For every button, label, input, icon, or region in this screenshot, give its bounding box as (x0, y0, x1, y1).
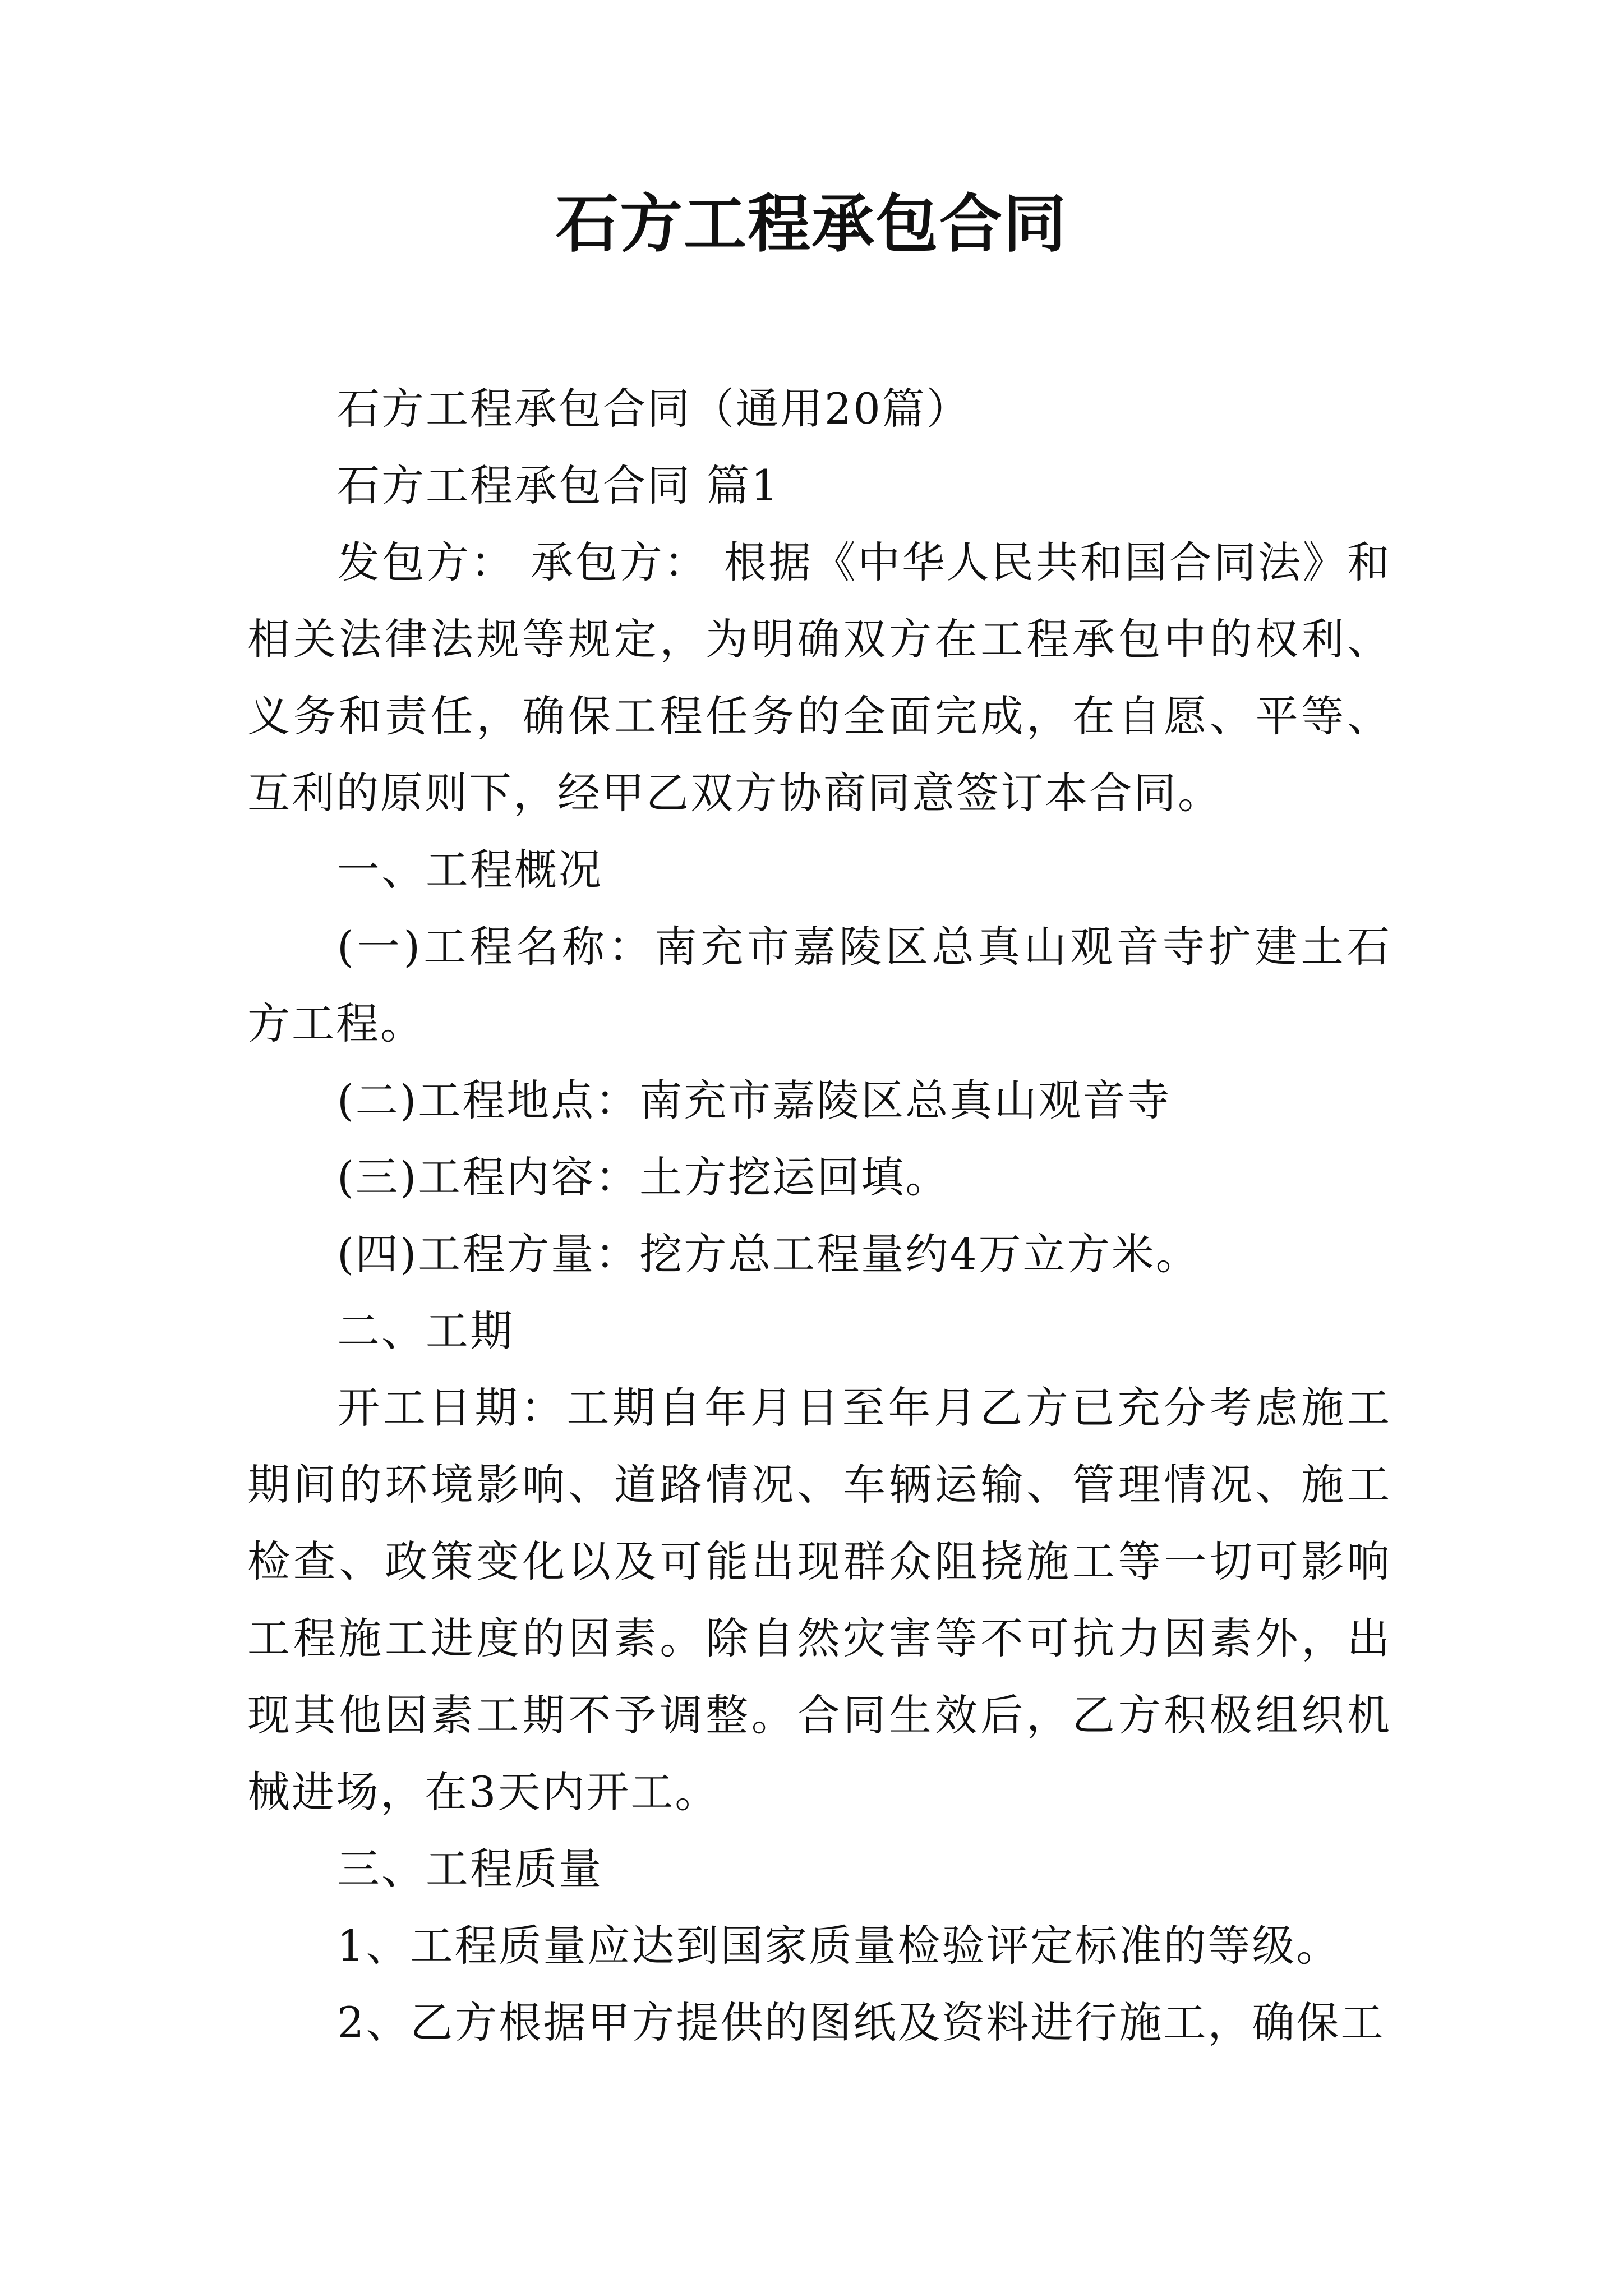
paragraph-project-location: (二)工程地点：南充市嘉陵区总真山观音寺 (337, 1075, 1172, 1125)
paragraph-project-volume: (四)工程方量：挖方总工程量约4万立方米。 (337, 1229, 1200, 1279)
document-body (247, 370, 1391, 2061)
paragraph-project-content: (三)工程内容：土方挖运回填。 (337, 1152, 950, 1202)
paragraph-subtitle: 石方工程承包合同（通用20篇） (337, 384, 971, 434)
paragraph-heading-schedule: 二、工期 (337, 1306, 514, 1356)
paragraph-project-name: (一)工程名称：南充市嘉陵区总真山观音寺扩建土石方工程。 (247, 922, 1391, 1048)
document-title: 石方工程承包合同 (556, 187, 1067, 261)
paragraph-heading-overview: 一、工程概况 (337, 845, 603, 895)
paragraph-quality-1: 1、工程质量应达到国家质量检验评定标准的等级。 (337, 1921, 1341, 1971)
paragraph-heading-quality: 三、工程质量 (337, 1844, 603, 1894)
paragraph-preamble: 发包方： 承包方： 根据《中华人民共和国合同法》和相关法律法规等规定，为明确双方在工程承包中的权利、义务和责任，确保工程任务的全面完成，在自愿、平等、互利的原则下，经甲乙双方协商同意签订本合同。 (247, 537, 1391, 818)
paragraph-quality-2: 2、乙方根据甲方提供的图纸及资料进行施工，确保工 (337, 1998, 1385, 2047)
paragraph-section-heading: 石方工程承包合同 篇1 (337, 461, 780, 510)
paragraph-schedule-details: 开工日期：工期自年月日至年月乙方已充分考虑施工期间的环境影响、道路情况、车辆运输、管理情况、施工检查、政策变化以及可能出现群众阻挠施工等一切可影响工程施工进度的因素。除自然灾害等不可抗力因素外，出现其他因素工期不予调整。合同生效后，乙方积极组织机械进场，在3天内开工。 (247, 1383, 1391, 1817)
